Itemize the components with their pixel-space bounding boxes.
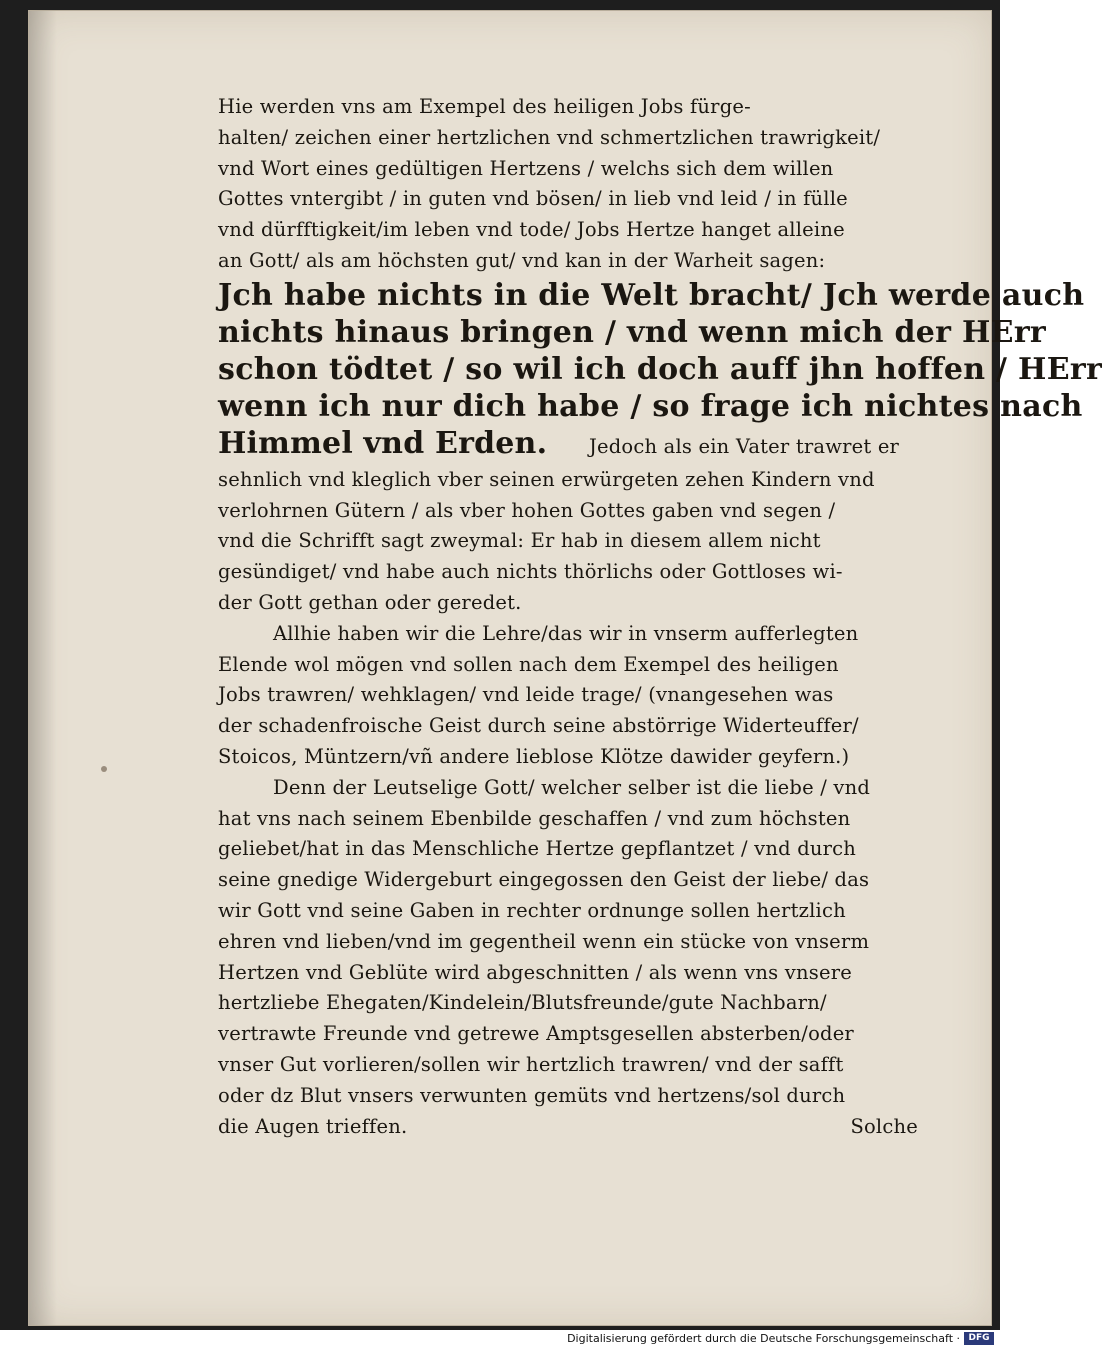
quote-line: wenn ich nur dich habe / so frage ich nichtes nach xyxy=(218,388,1083,424)
text-line: hertzliebe Ehegaten/Kindelein/Blutsfreunde/gute Nachbarn/ xyxy=(218,991,827,1015)
text-line: seine gnedige Widergeburt eingegossen den Geist der liebe/ das xyxy=(218,868,870,892)
quote-line: Jch habe nichts in die Welt bracht/ Jch werde auch xyxy=(218,277,1085,313)
text-line: Stoicos, Müntzern/vñ andere lieblose Klötze dawider geyfern.) xyxy=(218,744,850,768)
quote-end: Himmel vnd Erden. xyxy=(218,425,548,461)
text-line: vnser Gut vorlieren/sollen wir hertzlich trawren/ vnd der safft xyxy=(218,1052,844,1076)
text-line: Elende wol mögen vnd sollen nach dem Exempel des heiligen xyxy=(218,652,839,676)
text-line: sehnlich vnd kleglich vber seinen erwürgeten zehen Kindern vnd xyxy=(218,467,875,491)
text-line: vnd dürfftigkeit/im leben vnd tode/ Jobs Hertze hanget alleine xyxy=(218,218,845,242)
quote-line: schon tödtet / so wil ich doch auff jhn hoffen / HErr xyxy=(218,351,1102,387)
text-line: der schadenfroische Geist durch seine abstörrige Widerteuffer/ xyxy=(218,714,859,738)
paragraph-start: Denn der Leutselige Gott/ welcher selber ist die liebe / vnd xyxy=(273,775,871,799)
paper-stain xyxy=(101,766,107,772)
quote-line: nichts hinaus bringen / vnd wenn mich der HErr xyxy=(218,314,1047,350)
text-line: wir Gott vnd seine Gaben in rechter ordnunge sollen hertzlich xyxy=(218,898,846,922)
funding-notice: Digitalisierung gefördert durch die Deutsche Forschungsgemeinschaft · xyxy=(567,1332,960,1345)
last-line-text: die Augen trieffen. xyxy=(218,1114,408,1138)
text-line: Jobs trawren/ wehklagen/ vnd leide trage/ (vnangesehen was xyxy=(218,683,834,707)
dfg-logo: DFG xyxy=(964,1332,994,1345)
text-line: geliebet/hat in das Menschliche Hertze gepflantzet / vnd durch xyxy=(218,837,857,861)
text-line: Hie werden vns am Exempel des heiligen Jobs fürge- xyxy=(218,95,751,118)
catchword: Solche xyxy=(850,1114,918,1138)
text-line: Gottes vntergibt / in guten vnd bösen/ in lieb vnd leid / in fülle xyxy=(218,187,848,211)
paragraph-start: Allhie haben wir die Lehre/das wir in vnserm aufferlegten xyxy=(273,621,859,645)
text-line: hat vns nach seinem Ebenbilde geschaffen / vnd zum höchsten xyxy=(218,806,851,830)
text-line: vnd Wort eines gedültigen Hertzens / welchs sich dem willen xyxy=(218,156,834,180)
text-line: gesündiget/ vnd habe auch nichts thörlichs oder Gottloses wi- xyxy=(218,560,843,584)
last-line xyxy=(218,1112,918,1143)
text-line: vertrawte Freunde vnd getrewe Amptsgesellen absterben/oder xyxy=(218,1022,854,1046)
text-line: vnd die Schrifft sagt zweymal: Er hab in diesem allem nicht xyxy=(218,529,821,553)
mixed-line xyxy=(218,425,918,465)
text-line: Hertzen vnd Geblüte wird abgeschnitten / als wenn vns vnsere xyxy=(218,960,852,984)
footer-bar xyxy=(0,1330,1000,1348)
text-line: an Gott/ als am höchsten gut/ vnd kan in der Warheit sagen: xyxy=(218,248,826,272)
text-line: halten/ zeichen einer hertzlichen vnd schmertzlichen trawrigkeit/ xyxy=(218,125,881,149)
body-text xyxy=(218,92,1102,1142)
text-line: der Gott gethan oder geredet. xyxy=(218,590,522,614)
text-continuation: Jedoch als ein Vater trawret er xyxy=(588,434,900,458)
text-line: oder dz Blut vnsers verwunten gemüts vnd hertzens/sol durch xyxy=(218,1083,846,1107)
text-line: ehren vnd lieben/vnd im gegentheil wenn ein stücke von vnserm xyxy=(218,929,870,953)
text-line: verlohrnen Gütern / als vber hohen Gottes gaben vnd segen / xyxy=(218,498,836,522)
